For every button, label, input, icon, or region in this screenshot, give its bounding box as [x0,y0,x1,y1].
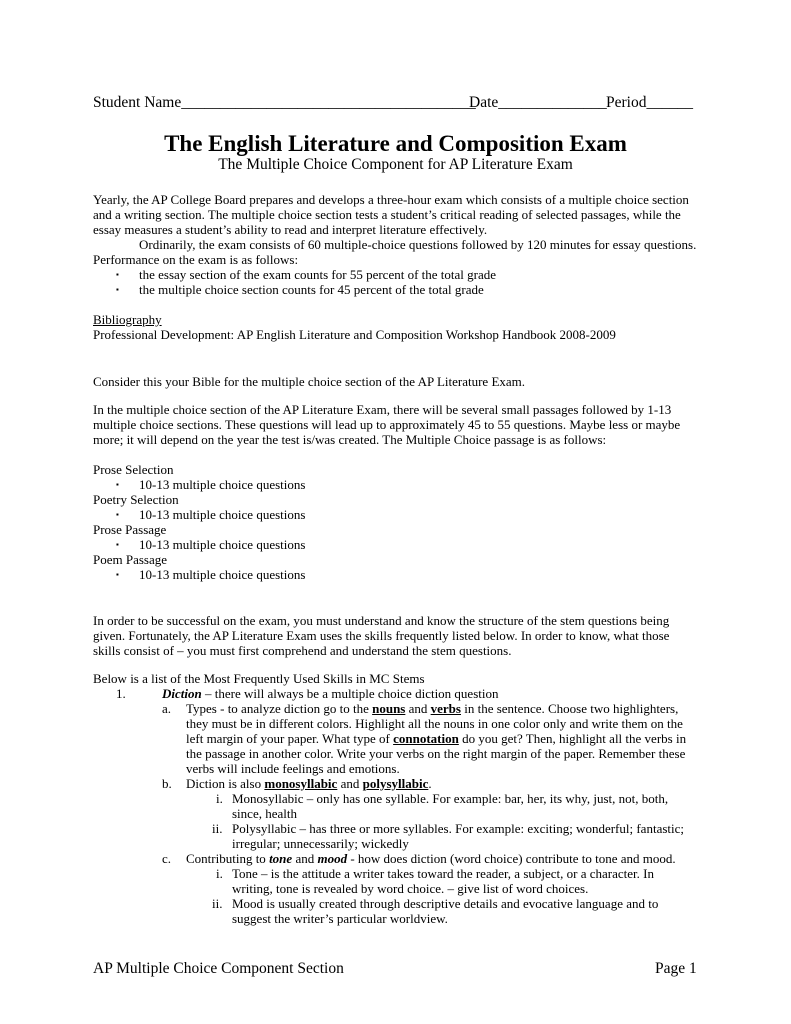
connotation-term: connotation [393,731,459,746]
list-item: the essay section of the exam counts for 55 percent of the total grade [139,267,497,282]
text-run: Contributing to [186,851,270,866]
text-run: . [428,776,432,791]
mood-line: suggest the writer’s particular worldview. [232,911,448,926]
monosyllabic-line: since, health [232,806,297,821]
text-run: in the sentence. Choose two highlighters, [460,701,679,716]
success-line: skills consist of – you must first comprehend and understand the stem questions. [93,643,512,658]
list-item: 10-13 multiple choice questions [139,567,306,582]
text-run: and [292,851,318,866]
polysyllabic-line: Polysyllabic – has three or more syllables. For example: exciting; wonderful; fantastic; [232,821,684,836]
diction-item [162,686,499,701]
mood-term: mood [317,851,348,866]
footer-left: AP Multiple Choice Component Section [93,960,344,977]
list-number: 1. [116,686,126,701]
intro-line: and a writing section. The multiple choice section tests a student’s critical reading of selected passages, while the [93,207,681,222]
bullet-icon: ▪ [116,570,119,579]
section-name: Poem Passage [93,552,168,567]
intro-line: Yearly, the AP College Board prepares and develops a three-hour exam which consists of a multiple choice section [93,192,689,207]
list-marker: ii. [212,821,223,836]
types-line: verbs will include feelings and emotions. [186,761,400,776]
intro-line: Ordinarily, the exam consists of 60 multiple-choice questions followed by 120 minutes for essay questions. [139,237,697,252]
list-marker: b. [162,776,172,791]
date-field: Date______________ [469,94,607,111]
tone-line: Tone – is the attitude a writer takes toward the reader, a subject, or a character. In [232,866,654,881]
text-run: Diction is also [186,776,265,791]
bibliography-heading: Bibliography [93,312,162,327]
intro-line: Performance on the exam is as follows: [93,252,299,267]
tone-line: writing, tone is revealed by word choice. – give list of word choices. [232,881,589,896]
diction-also-line [186,776,432,791]
monosyllabic-line: Monosyllabic – only has one syllable. For example: bar, her, its why, just, not, both, [232,791,669,806]
list-item: 10-13 multiple choice questions [139,507,306,522]
polysyllabic-term: polysyllabic [362,776,429,791]
verbs-term: verbs [430,701,461,716]
list-item: 10-13 multiple choice questions [139,477,306,492]
bullet-icon: ▪ [116,540,119,549]
mc-line: multiple choice sections. These questions will lead up to approximately 45 to 55 questions. Maybe less or maybe [93,417,681,432]
section-name: Prose Passage [93,522,167,537]
monosyllabic-term: monosyllabic [264,776,338,791]
intro-line: essay measures a student’s ability to read and interpret literature effectively. [93,222,488,237]
diction-term: Diction [162,686,202,701]
types-line [186,701,678,716]
mc-line: In the multiple choice section of the AP Literature Exam, there will be several small passages followed by 1-13 [93,402,672,417]
section-name: Poetry Selection [93,492,179,507]
bullet-icon: ▪ [116,285,119,294]
list-item: the multiple choice section counts for 45 percent of the total grade [139,282,484,297]
list-marker: i. [216,866,223,881]
text-run: do you get? Then, highlight all the verbs in [458,731,687,746]
bullet-icon: ▪ [116,480,119,489]
text-run: and [337,776,363,791]
text-run: Types - to analyze diction go to the [186,701,373,716]
list-marker: c. [162,851,172,866]
types-line: they must be in different colors. Highlight all the nouns in one color only and write them on the [186,716,683,731]
mood-line: Mood is usually created through descriptive details and evocative language and to [232,896,659,911]
section-name: Prose Selection [93,462,174,477]
text-run: left margin of your paper. What type of [186,731,394,746]
list-marker: a. [162,701,172,716]
text-run: - how does diction (word choice) contribute to tone and mood. [347,851,676,866]
bullet-icon: ▪ [116,510,119,519]
success-line: In order to be successful on the exam, you must understand and know the structure of the stem questions being [93,613,670,628]
success-line: given. Fortunately, the AP Literature Exam uses the skills frequently listed below. In order to know, what those [93,628,670,643]
types-line: the passage in another color. Write your verbs on the right margin of the paper. Remember these [186,746,686,761]
bibliography-text: Professional Development: AP English Literature and Composition Workshop Handbook 2008-2009 [93,327,616,342]
diction-desc: – there will always be a multiple choice diction question [201,686,499,701]
tone-term: tone [269,851,293,866]
page-number: Page 1 [655,960,697,977]
text-run: and [405,701,431,716]
types-line [186,731,686,746]
list-item: 10-13 multiple choice questions [139,537,306,552]
student-name-field: Student Name______________________________________ [93,94,476,111]
tone-mood-line [186,851,676,866]
polysyllabic-line: irregular; unnecessarily; wickedly [232,836,409,851]
skills-intro: Below is a list of the Most Frequently Used Skills in MC Stems [93,671,425,686]
document-title: The English Literature and Composition Exam [164,131,627,156]
mc-line: more; it will depend on the year the test is/was created. The Multiple Choice passage is as follows: [93,432,607,447]
period-field: Period______ [606,94,693,111]
nouns-term: nouns [372,701,406,716]
list-marker: ii. [212,896,223,911]
consider-text: Consider this your Bible for the multiple choice section of the AP Literature Exam. [93,374,526,389]
document-subtitle: The Multiple Choice Component for AP Literature Exam [218,156,573,173]
list-marker: i. [216,791,223,806]
bullet-icon: ▪ [116,270,119,279]
